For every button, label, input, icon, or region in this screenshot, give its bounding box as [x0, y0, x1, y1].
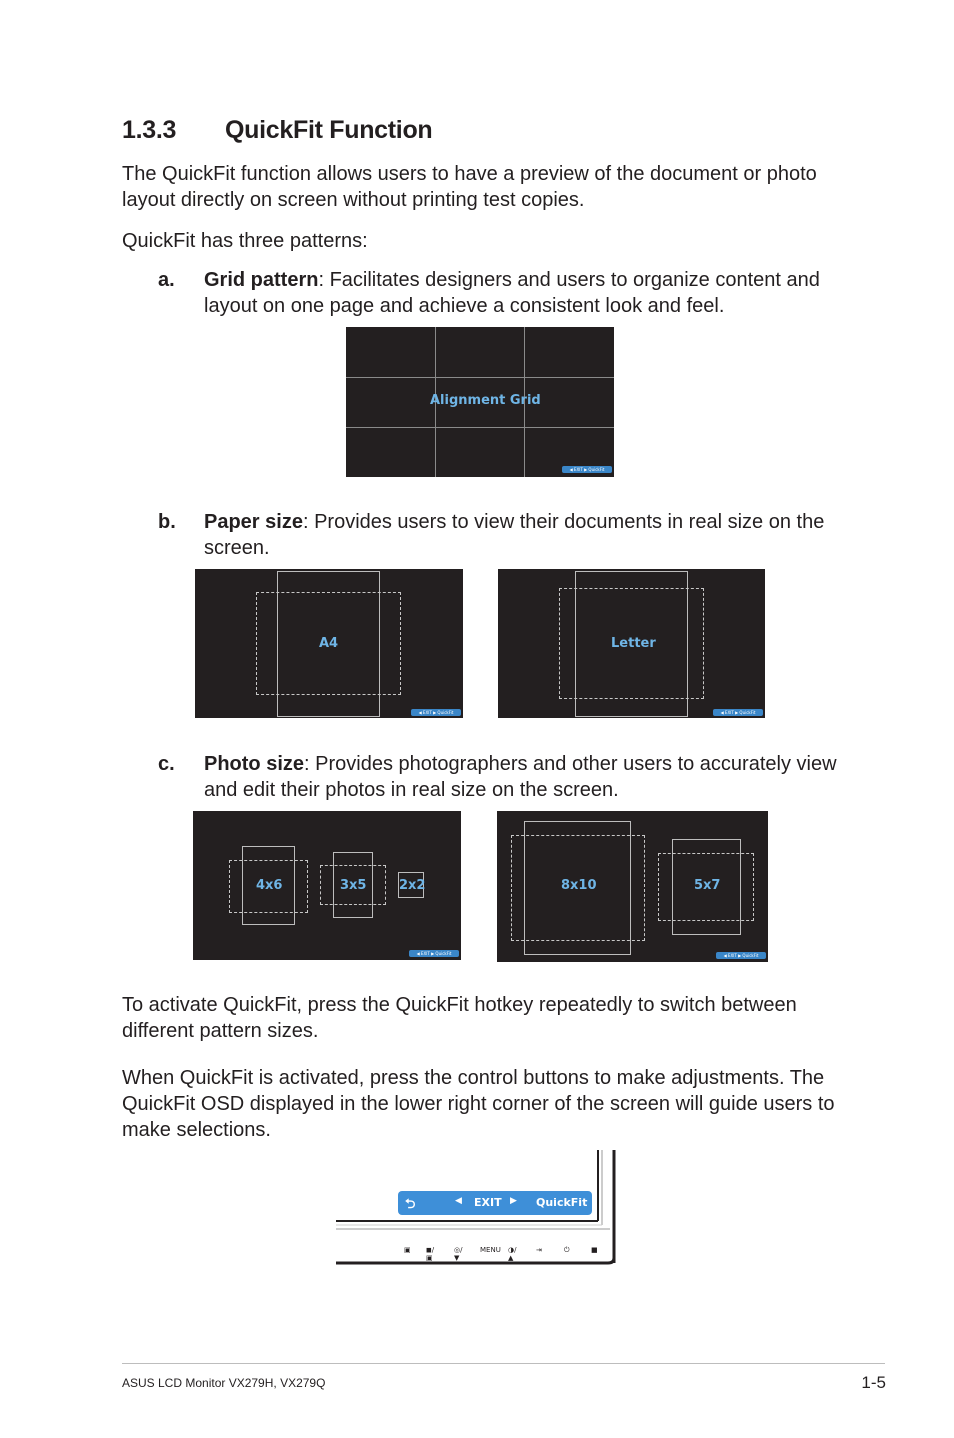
- item-a-term: Grid pattern: [204, 269, 319, 291]
- photo-5x7-label: 5x7: [694, 878, 721, 893]
- arrow-right-icon[interactable]: ▶: [510, 1196, 517, 1206]
- osd-paragraph: When QuickFit is activated, press the control buttons to make adjustments. The QuickFit OSD displayed in the lower right corner of the screen will guide users to make selections.: [122, 1067, 835, 1141]
- photo-small-figure: [193, 811, 461, 960]
- item-b-text: [204, 509, 854, 561]
- photo-large-figure: [497, 811, 768, 962]
- footer-divider: [122, 1363, 885, 1364]
- section-number: 1.3.3: [122, 116, 177, 144]
- item-a-letter: a.: [158, 269, 175, 291]
- photo-3x5-label: 3x5: [340, 878, 367, 893]
- mini-osd: ◀ EXIT ▶ QuickFit: [716, 952, 766, 959]
- intro-paragraph: The QuickFit function allows users to have a preview of the document or photo layout directly on screen without printing test copies.: [122, 163, 817, 211]
- item-a-text: [204, 267, 854, 319]
- panel-button-1[interactable]: ▣: [404, 1246, 411, 1254]
- mini-osd: ◀ EXIT ▶ QuickFit: [411, 709, 461, 716]
- panel-button-4[interactable]: ◑/▲: [508, 1246, 517, 1262]
- photo-4x6-label: 4x6: [256, 878, 283, 893]
- page-number: 1-5: [861, 1373, 886, 1392]
- patterns-intro: QuickFit has three patterns:: [122, 230, 368, 252]
- mini-osd: ◀ EXIT ▶ QuickFit: [409, 950, 459, 957]
- panel-button-2[interactable]: ◼/▣: [426, 1246, 435, 1262]
- item-b-desc: : Provides users to view their documents in real size on the screen.: [204, 511, 825, 559]
- panel-button-input[interactable]: ⇥: [536, 1246, 542, 1254]
- item-c-term: Photo size: [204, 753, 305, 775]
- activate-paragraph: To activate QuickFit, press the QuickFit hotkey repeatedly to switch between different pattern sizes.: [122, 994, 797, 1042]
- panel-button-menu[interactable]: MENU: [480, 1246, 501, 1254]
- mini-osd: ◀ EXIT ▶ QuickFit: [713, 709, 763, 716]
- item-c-letter: c.: [158, 753, 175, 775]
- return-icon[interactable]: ⮌: [405, 1197, 416, 1212]
- item-b-letter: b.: [158, 511, 176, 533]
- arrow-left-icon[interactable]: ◀: [455, 1196, 462, 1206]
- item-c-text: [204, 751, 854, 803]
- mini-osd: ◀ EXIT ▶ QuickFit: [562, 466, 612, 473]
- paper-a4-figure: [195, 569, 463, 718]
- item-b-term: Paper size: [204, 511, 303, 533]
- section-title: QuickFit Function: [225, 116, 433, 144]
- item-a-desc: : Facilitates designers and users to organize content and layout on one page and achieve a consistent look and feel.: [204, 269, 820, 317]
- item-c-desc: : Provides photographers and other users to accurately view and edit their photos in real size on the screen.: [204, 753, 837, 801]
- osd-exit-label[interactable]: EXIT: [474, 1196, 502, 1209]
- power-icon[interactable]: ⏻: [564, 1246, 570, 1254]
- panel-button-3[interactable]: ◎/▼: [454, 1246, 463, 1262]
- quickfit-osd-bar: [398, 1191, 592, 1215]
- photo-8x10-label: 8x10: [561, 878, 597, 893]
- footer-product: ASUS LCD Monitor VX279H, VX279Q: [122, 1376, 326, 1390]
- letter-label: Letter: [611, 636, 656, 651]
- grid-pattern-figure: [346, 327, 614, 477]
- osd-quickfit-label[interactable]: QuickFit: [536, 1196, 588, 1209]
- alignment-grid-label: Alignment Grid: [430, 393, 541, 408]
- photo-2x2-label: 2x2: [399, 878, 426, 893]
- a4-label: A4: [319, 636, 339, 651]
- power-led-icon: ■: [591, 1246, 598, 1254]
- paper-letter-figure: [498, 569, 765, 718]
